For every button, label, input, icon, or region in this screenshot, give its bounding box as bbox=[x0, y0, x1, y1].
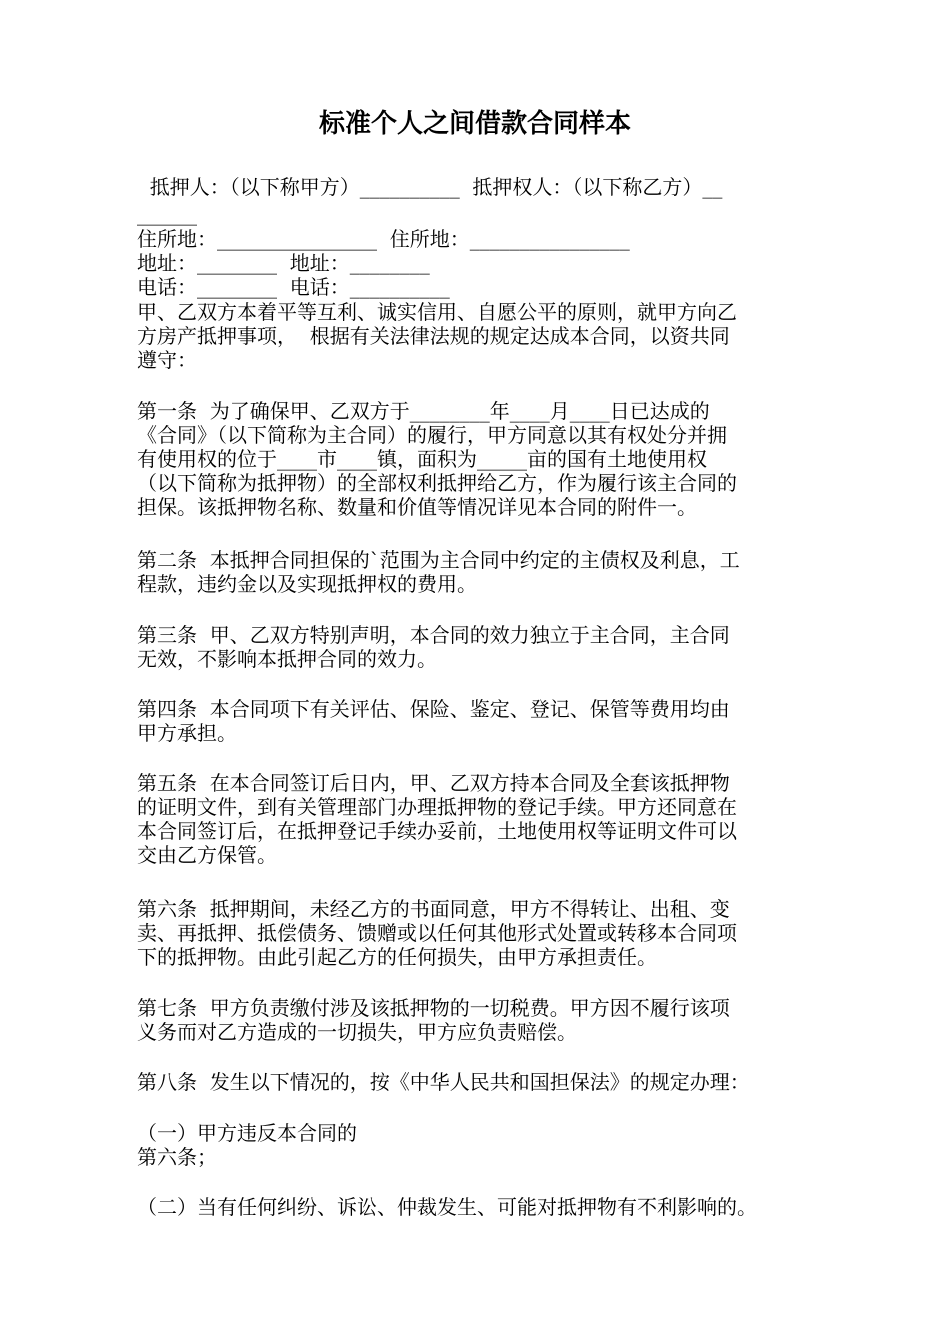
article-line: （以下简称为抵押物）的全部权利抵押给乙方，作为履行该主合同的 bbox=[137, 471, 737, 495]
article-line: 第六条 抵押期间，未经乙方的书面同意，甲方不得转让、出租、变 bbox=[137, 897, 730, 921]
article-line: 《合同》（以下简称为主合同）的履行，甲方同意以其有权处分并拥 bbox=[137, 423, 727, 447]
clause-2 bbox=[137, 1195, 827, 1219]
article-7 bbox=[137, 996, 827, 1044]
article-line: 第八条 发生以下情况的，按《中华人民共和国担保法》的规定办理： bbox=[137, 1070, 750, 1094]
article-line: 第一条 为了确保甲、乙双方于________年____月____日已达成的 bbox=[137, 399, 710, 423]
article-line: 的证明文件，到有关管理部门办理抵押物的登记手续。甲方还同意在 bbox=[137, 795, 737, 819]
clause-line: （一）甲方违反本合同的 bbox=[137, 1121, 357, 1145]
article-line: 卖、再抵押、抵偿债务、馈赠或以任何其他形式处置或转移本合同项 bbox=[137, 921, 737, 945]
article-line: 有使用权的位于____市____镇，面积为_____亩的国有土地使用权 bbox=[137, 447, 707, 471]
article-line: 第二条 本抵押合同担保的`范围为主合同中约定的主债权及利息，工 bbox=[137, 548, 740, 572]
parties-mortgagor-mortgagee: 抵押人：（以下称甲方）__________ 抵押权人：（以下称乙方）__ bbox=[137, 175, 723, 199]
address-line: 地址：________ 地址：________ bbox=[137, 251, 430, 275]
residence-line: 住所地：________________ 住所地：________________ bbox=[137, 227, 630, 251]
clause-line: 第六条； bbox=[137, 1145, 217, 1169]
clause-line: （二）当有任何纠纷、诉讼、仲裁发生、可能对抵押物有不利影响的。 bbox=[137, 1195, 757, 1219]
article-line: 义务而对乙方造成的一切损失，甲方应负责赔偿。 bbox=[137, 1020, 577, 1044]
article-line: 第五条 在本合同签订后日内，甲、乙双方持本合同及全套该抵押物 bbox=[137, 771, 730, 795]
article-3 bbox=[137, 623, 827, 671]
article-2 bbox=[137, 548, 827, 596]
parties-address-block bbox=[137, 227, 827, 299]
article-line: 本合同签订后，在抵押登记手续办妥前，土地使用权等证明文件可以 bbox=[137, 819, 737, 843]
article-line: 甲方承担。 bbox=[137, 721, 237, 745]
article-line: 第三条 甲、乙双方特别声明，本合同的效力独立于主合同，主合同 bbox=[137, 623, 730, 647]
article-line: 第四条 本合同项下有关评估、保险、鉴定、登记、保管等费用均由 bbox=[137, 697, 730, 721]
article-line: 程款，违约金以及实现抵押权的费用。 bbox=[137, 572, 477, 596]
parties-line-1 bbox=[137, 175, 827, 199]
preamble-line: 甲、乙双方本着平等互利、诚实信用、自愿公平的原则，就甲方向乙 bbox=[137, 300, 737, 324]
phone-line: 电话：________ 电话：__________ bbox=[137, 275, 450, 299]
document-title: 标准个人之间借款合同样本 bbox=[318, 109, 631, 139]
article-line: 交由乙方保管。 bbox=[137, 843, 277, 867]
parties-underline-continued: ______ bbox=[137, 202, 197, 226]
article-6 bbox=[137, 897, 827, 969]
clause-1 bbox=[137, 1121, 827, 1169]
article-line: 无效，不影响本抵押合同的效力。 bbox=[137, 647, 437, 671]
article-line: 担保。该抵押物名称、数量和价值等情况详见本合同的附件一。 bbox=[137, 495, 697, 519]
article-5 bbox=[137, 771, 827, 867]
article-line: 下的抵押物。由此引起乙方的任何损失，由甲方承担责任。 bbox=[137, 945, 657, 969]
parties-line-1-continued bbox=[137, 202, 827, 226]
preamble-line: 方房产抵押事项， 根据有关法律法规的规定达成本合同，以资共同 bbox=[137, 324, 730, 348]
article-4 bbox=[137, 697, 827, 745]
article-line: 第七条 甲方负责缴付涉及该抵押物的一切税费。甲方因不履行该项 bbox=[137, 996, 730, 1020]
preamble-line: 遵守： bbox=[137, 348, 197, 372]
article-8 bbox=[137, 1070, 827, 1094]
article-1 bbox=[137, 399, 827, 519]
preamble-paragraph bbox=[137, 300, 827, 372]
